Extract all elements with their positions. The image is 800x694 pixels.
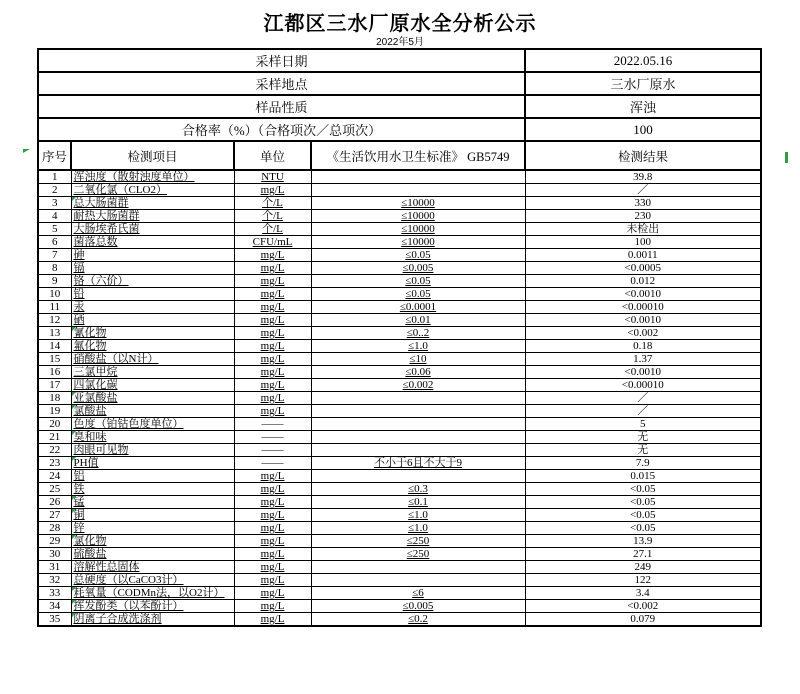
item-name: 大肠埃希氏菌 (71, 223, 234, 236)
unit-value: mg/L (234, 483, 311, 496)
result-value: 3.4 (525, 587, 761, 600)
result-value: 27.1 (525, 548, 761, 561)
row-number: 33 (38, 587, 71, 600)
unit-value: mg/L (234, 314, 311, 327)
table-row (38, 262, 761, 275)
table-row (38, 587, 761, 600)
unit-value: 个/L (234, 197, 311, 210)
row-number: 2 (38, 184, 71, 197)
unit-value: mg/L (234, 496, 311, 509)
table-row (38, 431, 761, 444)
item-name: 色度（铂钴色度单位） (71, 418, 234, 431)
table-row (38, 210, 761, 223)
info-label: 采样日期 (38, 49, 525, 72)
table-row (38, 170, 761, 184)
col-header-no: 序号 (38, 141, 71, 170)
info-value: 100 (525, 118, 761, 141)
standard-value: ≤0.06 (311, 366, 525, 379)
info-row (38, 95, 761, 118)
item-name: 铝 (71, 470, 234, 483)
table-row (38, 275, 761, 288)
result-value: 122 (525, 574, 761, 587)
standard-value (311, 444, 525, 457)
standard-value: ≤1.0 (311, 509, 525, 522)
standard-value: ≤10 (311, 353, 525, 366)
standard-value: ≤0.01 (311, 314, 525, 327)
item-name: 汞 (71, 301, 234, 314)
row-number: 35 (38, 613, 71, 627)
table-row (38, 340, 761, 353)
result-value: 1.37 (525, 353, 761, 366)
item-name: 挥发酚类（以苯酚计） (71, 600, 234, 613)
result-value: <0.002 (525, 600, 761, 613)
unit-value: 个/L (234, 223, 311, 236)
standard-value: ≤250 (311, 535, 525, 548)
table-row (38, 184, 761, 197)
table-row (38, 457, 761, 470)
standard-value: ≤0.05 (311, 275, 525, 288)
unit-value: mg/L (234, 327, 311, 340)
unit-value: mg/L (234, 522, 311, 535)
unit-value: mg/L (234, 613, 311, 627)
unit-value: mg/L (234, 301, 311, 314)
row-number: 18 (38, 392, 71, 405)
item-name: 臭和味 (71, 431, 234, 444)
standard-value: ≤10000 (311, 223, 525, 236)
item-name: 耐热大肠菌群 (71, 210, 234, 223)
row-number: 15 (38, 353, 71, 366)
unit-value: mg/L (234, 587, 311, 600)
info-row (38, 49, 761, 72)
result-value: <0.002 (525, 327, 761, 340)
item-name: 硫酸盐 (71, 548, 234, 561)
standard-value (311, 574, 525, 587)
header-section (38, 141, 761, 170)
result-value: 100 (525, 236, 761, 249)
standard-value: ≤0.1 (311, 496, 525, 509)
row-number: 31 (38, 561, 71, 574)
table-row (38, 353, 761, 366)
result-value: 0.18 (525, 340, 761, 353)
item-name: 氟化物 (71, 340, 234, 353)
row-number: 13 (38, 327, 71, 340)
standard-value: ≤10000 (311, 236, 525, 249)
unit-value: mg/L (234, 353, 311, 366)
item-name: 亚氯酸盐 (71, 392, 234, 405)
standard-value: ≤6 (311, 587, 525, 600)
info-label: 合格率（%）（合格项次／总项次） (38, 118, 525, 141)
unit-value: mg/L (234, 405, 311, 418)
unit-value: —— (234, 418, 311, 431)
result-value: 13.9 (525, 535, 761, 548)
row-number: 4 (38, 210, 71, 223)
unit-value: NTU (234, 170, 311, 184)
table-row (38, 418, 761, 431)
standard-value: ≤0.05 (311, 249, 525, 262)
table-row (38, 327, 761, 340)
standard-value (311, 405, 525, 418)
result-value: 5 (525, 418, 761, 431)
unit-value: —— (234, 444, 311, 457)
result-value: ／ (525, 405, 761, 418)
result-value: 无 (525, 431, 761, 444)
unit-value: mg/L (234, 366, 311, 379)
row-number: 5 (38, 223, 71, 236)
standard-value (311, 431, 525, 444)
row-number: 29 (38, 535, 71, 548)
result-value: 249 (525, 561, 761, 574)
result-value: <0.05 (525, 483, 761, 496)
row-number: 24 (38, 470, 71, 483)
item-name: 总大肠菌群 (71, 197, 234, 210)
row-number: 30 (38, 548, 71, 561)
item-name: 镉 (71, 262, 234, 275)
result-value: <0.00010 (525, 301, 761, 314)
unit-value: mg/L (234, 574, 311, 587)
result-value: <0.0010 (525, 366, 761, 379)
table-row (38, 496, 761, 509)
result-value: 0.079 (525, 613, 761, 627)
item-name: 肉眼可见物 (71, 444, 234, 457)
result-value: 39.8 (525, 170, 761, 184)
result-value: <0.0010 (525, 314, 761, 327)
standard-value: ≤0.05 (311, 288, 525, 301)
table-row (38, 236, 761, 249)
row-number: 22 (38, 444, 71, 457)
unit-value: mg/L (234, 600, 311, 613)
info-value: 三水厂原水 (525, 72, 761, 95)
table-row (38, 314, 761, 327)
item-name: 溶解性总固体 (71, 561, 234, 574)
result-value: ／ (525, 392, 761, 405)
row-number: 32 (38, 574, 71, 587)
standard-value: ≤0..2 (311, 327, 525, 340)
col-header-standard: 《生活饮用水卫生标准》 GB5749 (311, 141, 525, 170)
row-number: 10 (38, 288, 71, 301)
data-section (38, 170, 761, 626)
table-row (38, 301, 761, 314)
row-number: 6 (38, 236, 71, 249)
page-subtitle: 2022年5月 (376, 37, 424, 48)
row-number: 12 (38, 314, 71, 327)
result-value: 无 (525, 444, 761, 457)
item-name: 氯酸盐 (71, 405, 234, 418)
item-name: 耗氧量（CODMn法，以O2计） (71, 587, 234, 600)
unit-value: mg/L (234, 392, 311, 405)
item-name: 砷 (71, 249, 234, 262)
unit-value: 个/L (234, 210, 311, 223)
row-number: 14 (38, 340, 71, 353)
green-artifact-right (785, 152, 788, 163)
row-number: 26 (38, 496, 71, 509)
standard-value: ≤10000 (311, 210, 525, 223)
item-name: 二氧化氯（CLO2） (71, 184, 234, 197)
item-name: 锌 (71, 522, 234, 535)
item-name: 氯化物 (71, 535, 234, 548)
result-value: 0.012 (525, 275, 761, 288)
item-name: 阴离子合成洗涤剂 (71, 613, 234, 627)
item-name: 四氯化碳 (71, 379, 234, 392)
row-number: 25 (38, 483, 71, 496)
result-value: 230 (525, 210, 761, 223)
info-label: 样品性质 (38, 95, 525, 118)
item-name: 硝酸盐（以N计） (71, 353, 234, 366)
standard-value (311, 561, 525, 574)
row-number: 8 (38, 262, 71, 275)
unit-value: mg/L (234, 184, 311, 197)
unit-value: mg/L (234, 275, 311, 288)
row-number: 11 (38, 301, 71, 314)
standard-value: ≤0.005 (311, 262, 525, 275)
standard-value: ≤0.005 (311, 600, 525, 613)
standard-value: ≤0.002 (311, 379, 525, 392)
table-row (38, 574, 761, 587)
unit-value: —— (234, 457, 311, 470)
table-row (38, 379, 761, 392)
table-row (38, 483, 761, 496)
result-value: 330 (525, 197, 761, 210)
table-row (38, 535, 761, 548)
item-name: 总硬度（以CaCO3计） (71, 574, 234, 587)
table-row (38, 600, 761, 613)
info-value: 2022.05.16 (525, 49, 761, 72)
row-number: 20 (38, 418, 71, 431)
unit-value: mg/L (234, 340, 311, 353)
table-row (38, 470, 761, 483)
standard-value (311, 184, 525, 197)
table-row (38, 444, 761, 457)
table-row (38, 405, 761, 418)
col-header-unit: 单位 (234, 141, 311, 170)
row-number: 9 (38, 275, 71, 288)
item-name: 铁 (71, 483, 234, 496)
col-header-item: 检测项目 (71, 141, 234, 170)
row-number: 23 (38, 457, 71, 470)
standard-value (311, 170, 525, 184)
item-name: 浑浊度（散射浊度单位） (71, 170, 234, 184)
standard-value: ≤0.0001 (311, 301, 525, 314)
row-number: 3 (38, 197, 71, 210)
unit-value: mg/L (234, 548, 311, 561)
standard-value: ≤1.0 (311, 522, 525, 535)
page-title: 江都区三水厂原水全分析公示 (263, 13, 537, 35)
table-row (38, 197, 761, 210)
unit-value: mg/L (234, 561, 311, 574)
table-row (38, 223, 761, 236)
info-label: 采样地点 (38, 72, 525, 95)
analysis-table (37, 48, 762, 627)
info-section (38, 49, 761, 141)
table-row (38, 613, 761, 627)
row-number: 21 (38, 431, 71, 444)
row-number: 19 (38, 405, 71, 418)
item-name: 铜 (71, 509, 234, 522)
item-name: 三氯甲烷 (71, 366, 234, 379)
row-number: 34 (38, 600, 71, 613)
result-value: <0.0010 (525, 288, 761, 301)
row-number: 16 (38, 366, 71, 379)
unit-value: mg/L (234, 379, 311, 392)
table-row (38, 561, 761, 574)
item-name: PH值 (71, 457, 234, 470)
standard-value: ≤250 (311, 548, 525, 561)
standard-value (311, 418, 525, 431)
unit-value: mg/L (234, 470, 311, 483)
result-value: 7.9 (525, 457, 761, 470)
unit-value: mg/L (234, 262, 311, 275)
table-row (38, 509, 761, 522)
unit-value: mg/L (234, 509, 311, 522)
item-name: 铅 (71, 288, 234, 301)
item-name: 菌落总数 (71, 236, 234, 249)
result-value: <0.05 (525, 509, 761, 522)
result-value: 0.015 (525, 470, 761, 483)
table-row (38, 249, 761, 262)
standard-value: ≤0.3 (311, 483, 525, 496)
result-value: 0.0011 (525, 249, 761, 262)
header-row (38, 141, 761, 170)
result-value: ／ (525, 184, 761, 197)
row-number: 28 (38, 522, 71, 535)
standard-value: 不小于6且不大于9 (311, 457, 525, 470)
standard-value: ≤10000 (311, 197, 525, 210)
row-number: 17 (38, 379, 71, 392)
table-row (38, 548, 761, 561)
table-row (38, 392, 761, 405)
unit-value: mg/L (234, 249, 311, 262)
result-value: <0.05 (525, 522, 761, 535)
row-number: 1 (38, 170, 71, 184)
result-value: <0.00010 (525, 379, 761, 392)
unit-value: mg/L (234, 535, 311, 548)
info-value: 浑浊 (525, 95, 761, 118)
table-row (38, 366, 761, 379)
info-row (38, 118, 761, 141)
item-name: 锰 (71, 496, 234, 509)
table-row (38, 288, 761, 301)
item-name: 铬（六价） (71, 275, 234, 288)
unit-value: mg/L (234, 288, 311, 301)
result-value: <0.05 (525, 496, 761, 509)
standard-value: ≤0.2 (311, 613, 525, 627)
unit-value: —— (234, 431, 311, 444)
item-name: 硒 (71, 314, 234, 327)
standard-value (311, 470, 525, 483)
col-header-result: 检测结果 (525, 141, 761, 170)
table-row (38, 522, 761, 535)
info-row (38, 72, 761, 95)
row-number: 7 (38, 249, 71, 262)
unit-value: CFU/mL (234, 236, 311, 249)
green-artifact-left (23, 149, 30, 153)
standard-value (311, 392, 525, 405)
row-number: 27 (38, 509, 71, 522)
standard-value: ≤1.0 (311, 340, 525, 353)
item-name: 氰化物 (71, 327, 234, 340)
result-value: 未检出 (525, 223, 761, 236)
result-value: <0.0005 (525, 262, 761, 275)
